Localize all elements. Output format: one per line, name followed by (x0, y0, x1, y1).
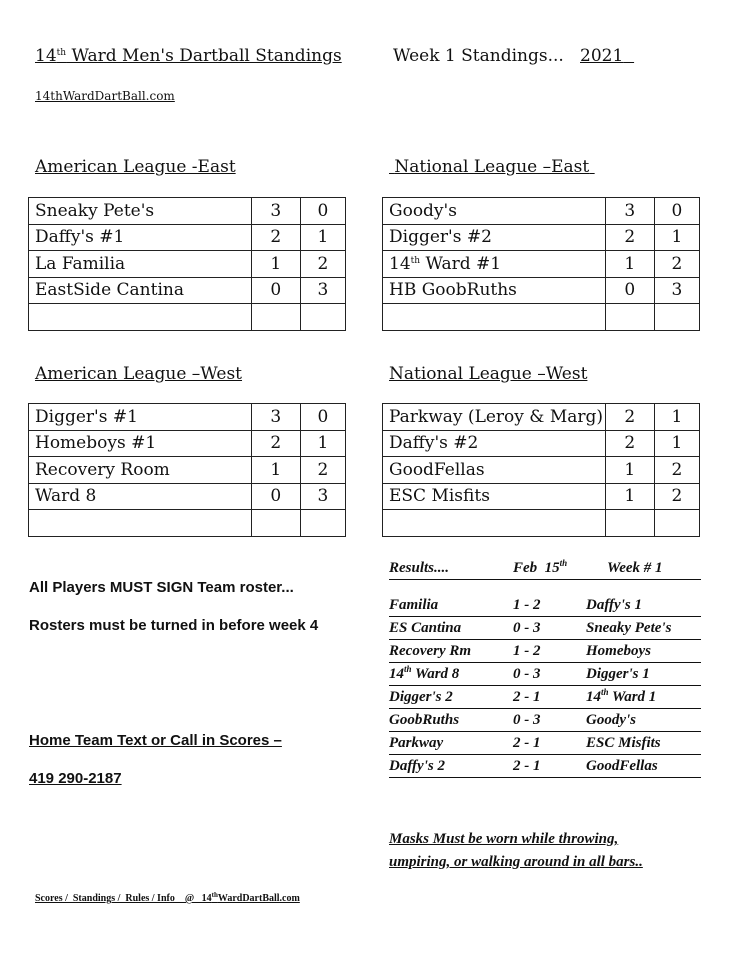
losses: 2 (300, 251, 345, 278)
standings-row (29, 483, 346, 510)
results-week: Week # 1 (607, 560, 663, 576)
wins: 3 (605, 198, 654, 225)
wins: 1 (605, 251, 654, 278)
team-name: Homeboys #1 (29, 430, 252, 457)
results-label: Results.... (389, 560, 450, 576)
losses: 2 (654, 251, 699, 278)
result-score: 1 - 2 (513, 643, 541, 659)
wins: 2 (251, 430, 300, 457)
result-row (389, 642, 701, 663)
losses (300, 510, 345, 537)
losses (654, 510, 699, 537)
result-away-team: Daffy's 1 (586, 597, 642, 613)
standings-row (383, 483, 700, 510)
week-label: Week 1 Standings... 2021 (393, 46, 624, 66)
result-home-team: Digger's 2 (389, 689, 453, 705)
wins: 3 (251, 198, 300, 225)
losses: 0 (300, 198, 345, 225)
standings-row (383, 251, 700, 278)
wins: 3 (251, 404, 300, 431)
wins: 0 (251, 483, 300, 510)
losses: 2 (654, 457, 699, 484)
losses: 3 (654, 277, 699, 304)
team-name: La Familia (29, 251, 252, 278)
result-score: 0 - 3 (513, 620, 541, 636)
standings-row (29, 404, 346, 431)
team-name: 14th Ward #1 (383, 251, 606, 278)
phone-number[interactable]: 419 290-2187 (29, 770, 122, 787)
losses: 2 (300, 457, 345, 484)
result-row (389, 619, 701, 640)
standings-row (383, 457, 700, 484)
league-title-al-west: American League –West (35, 364, 243, 384)
wins: 2 (605, 404, 654, 431)
result-score: 2 - 1 (513, 735, 541, 751)
result-away-team: 14th Ward 1 (586, 687, 657, 705)
result-home-team: Daffy's 2 (389, 758, 445, 774)
result-home-team: Parkway (389, 735, 444, 751)
standings-row (29, 510, 346, 537)
losses: 3 (300, 277, 345, 304)
standings-table-al-west (28, 403, 346, 537)
website-link[interactable]: 14thWardDartBall.com (35, 89, 175, 103)
losses: 1 (300, 430, 345, 457)
team-name: Digger's #1 (29, 404, 252, 431)
standings-row (383, 304, 700, 331)
wins (251, 510, 300, 537)
team-name (383, 510, 606, 537)
result-away-team: GoodFellas (586, 758, 658, 774)
team-name: Goody's (383, 198, 606, 225)
standings-row (29, 457, 346, 484)
result-away-team: Goody's (586, 712, 636, 728)
standings-row (29, 430, 346, 457)
team-name: Ward 8 (29, 483, 252, 510)
standings-row (383, 430, 700, 457)
wins: 2 (251, 224, 300, 251)
standings-table-al-east (28, 197, 346, 331)
team-name: Daffy's #1 (29, 224, 252, 251)
result-row (389, 596, 701, 617)
team-name: GoodFellas (383, 457, 606, 484)
footer-links: Scores / Standings / Rules / Info @ 14thWardDartBall.com (35, 891, 300, 904)
masks-notice-line1: Masks Must be worn while throwing, (389, 831, 619, 847)
losses: 3 (300, 483, 345, 510)
standings-row (383, 510, 700, 537)
standings-row (383, 277, 700, 304)
result-away-team: Sneaky Pete's (586, 620, 672, 636)
standings-row (383, 198, 700, 225)
wins: 0 (605, 277, 654, 304)
result-row (389, 734, 701, 755)
result-home-team: Recovery Rm (389, 643, 472, 659)
team-name: Digger's #2 (383, 224, 606, 251)
result-away-team: Digger's 1 (586, 666, 650, 682)
losses: 1 (300, 224, 345, 251)
wins: 1 (605, 483, 654, 510)
wins: 1 (605, 457, 654, 484)
result-away-team: Homeboys (586, 643, 651, 659)
result-home-team: GoobRuths (389, 712, 460, 728)
result-away-team: ESC Misfits (586, 735, 661, 751)
wins: 0 (251, 277, 300, 304)
team-name: EastSide Cantina (29, 277, 252, 304)
league-title-nl-west: National League –West (389, 364, 588, 384)
losses: 0 (300, 404, 345, 431)
losses: 2 (654, 483, 699, 510)
result-row (389, 711, 701, 732)
wins (251, 304, 300, 331)
result-home-team: Familia (389, 597, 439, 613)
result-row (389, 688, 701, 709)
losses (654, 304, 699, 331)
wins: 1 (251, 251, 300, 278)
league-title-nl-east: National League –East (394, 157, 590, 177)
losses: 1 (654, 430, 699, 457)
wins (605, 510, 654, 537)
result-score: 2 - 1 (513, 758, 541, 774)
sign-roster-notice: All Players MUST SIGN Team roster... (29, 579, 294, 596)
wins (605, 304, 654, 331)
team-name (29, 304, 252, 331)
team-name: Recovery Room (29, 457, 252, 484)
page-title: 14th Ward Men's Dartball Standings (35, 46, 342, 66)
losses: 0 (654, 198, 699, 225)
standings-row (29, 224, 346, 251)
wins: 1 (251, 457, 300, 484)
result-score: 0 - 3 (513, 666, 541, 682)
result-row (389, 757, 701, 778)
masks-notice-line2: umpiring, or walking around in all bars.. (389, 854, 643, 870)
team-name: HB GoobRuths (383, 277, 606, 304)
losses (300, 304, 345, 331)
league-title-al-east: American League -East (35, 157, 236, 177)
standings-table-nl-west (382, 403, 700, 537)
result-score: 2 - 1 (513, 689, 541, 705)
standings-row (383, 224, 700, 251)
team-name (29, 510, 252, 537)
standings-table-nl-east (382, 197, 700, 331)
year: 2021 (580, 46, 624, 66)
team-name: Daffy's #2 (383, 430, 606, 457)
result-score: 0 - 3 (513, 712, 541, 728)
standings-row (29, 251, 346, 278)
result-home-team: 14th Ward 8 (389, 664, 460, 682)
results-header (389, 559, 701, 580)
rosters-due-notice: Rosters must be turned in before week 4 (29, 617, 319, 634)
losses: 1 (654, 224, 699, 251)
result-home-team: ES Cantina (389, 620, 462, 636)
losses: 1 (654, 404, 699, 431)
home-team-notice: Home Team Text or Call in Scores – (29, 732, 282, 749)
standings-row (383, 404, 700, 431)
standings-row (29, 304, 346, 331)
team-name (383, 304, 606, 331)
result-row (389, 665, 701, 686)
results-date: Feb 15th (513, 558, 568, 576)
result-score: 1 - 2 (513, 597, 541, 613)
wins: 2 (605, 224, 654, 251)
standings-row (29, 277, 346, 304)
team-name: Sneaky Pete's (29, 198, 252, 225)
standings-row (29, 198, 346, 225)
wins: 2 (605, 430, 654, 457)
team-name: Parkway (Leroy & Marg) (383, 404, 606, 431)
team-name: ESC Misfits (383, 483, 606, 510)
